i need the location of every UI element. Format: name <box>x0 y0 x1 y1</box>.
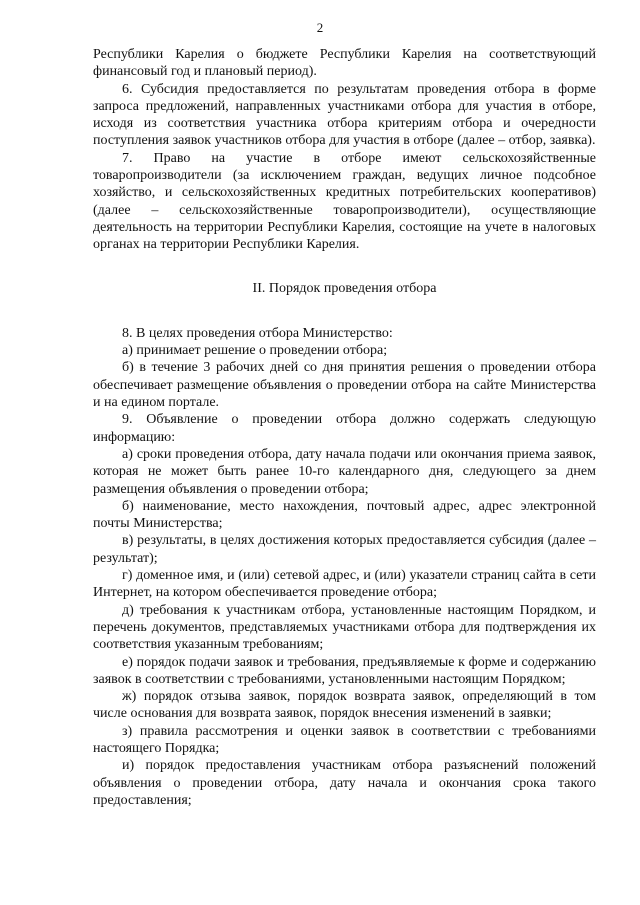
list-item: г) доменное имя, и (или) сетевой адрес, и (или) указатели страниц сайта в сети Интернет, на котором обеспечивается проведение отбора; <box>93 568 596 601</box>
section-heading: II. Порядок проведения отбора <box>252 280 437 296</box>
paragraph: 8. В целях проведения отбора Министерство: <box>122 325 393 341</box>
paragraph: 9. Объявление о проведении отбора должно содержать следующую информацию: <box>93 412 596 445</box>
paragraph: 6. Субсидия предоставляется по результатам проведения отбора в форме запроса предложений, направленных участниками отбора для участия в отборе, исходя из соответствия участника отбора критериям отбора и очередности поступления заявок участников отбора для участия в отборе (далее – отбор, заявка). <box>93 81 596 149</box>
paragraph: Республики Карелия о бюджете Республики Карелия на соответствующий финансовый год и плановый период). <box>93 47 596 80</box>
list-item: а) принимает решение о проведении отбора; <box>122 343 388 359</box>
list-item: б) в течение 3 рабочих дней со дня принятия решения о проведении отбора обеспечивает размещение объявления о проведении отбора на сайте Министерства и на едином портале. <box>93 360 596 411</box>
list-item: и) порядок предоставления участникам отбора разъяснений положений объявления о проведении отбора, дату начала и окончания срока такого предоставления; <box>93 758 596 808</box>
list-item: д) требования к участникам отбора, установленные настоящим Порядком, и перечень документов, представляемых участниками отбора для подтверждения их соответствия указанным требованиям; <box>93 602 596 653</box>
page-number: 2 <box>316 20 324 35</box>
list-item: ж) порядок отзыва заявок, порядок возврата заявок, определяющий в том числе основания для возврата заявок, порядок внесения изменений в заявки; <box>93 689 596 722</box>
list-item: а) сроки проведения отбора, дату начала подачи или окончания приема заявок, которая не может быть ранее 10-го календарного дня, следующего за днем размещения объявления о проведении отбора; <box>93 446 596 497</box>
list-item: з) правила рассмотрения и оценки заявок в соответствии с требованиями настоящего Порядка; <box>93 723 596 756</box>
document-body <box>93 46 596 809</box>
list-item: б) наименование, место нахождения, почтовый адрес, адрес электронной почты Министерства; <box>93 498 596 532</box>
paragraph: 7. Право на участие в отборе имеют сельскохозяйственные товаропроизводители (за исключением граждан, ведущих личное подсобное хозяйство, и сельскохозяйственных кредитных потребительских кооперативов) (далее – сельскохозяйственные товаропроизводители), осуществляющие деятельность на территории Республики Карелия, состоящие на учете в налоговых органах на территории Республики Карелия. <box>93 150 596 253</box>
list-item: е) порядок подачи заявок и требования, предъявляемые к форме и содержанию заявок в соответствии с требованиями, установленными настоящим Порядком; <box>93 654 596 687</box>
list-item: в) результаты, в целях достижения которых предоставляется субсидия (далее – результат); <box>93 533 596 566</box>
